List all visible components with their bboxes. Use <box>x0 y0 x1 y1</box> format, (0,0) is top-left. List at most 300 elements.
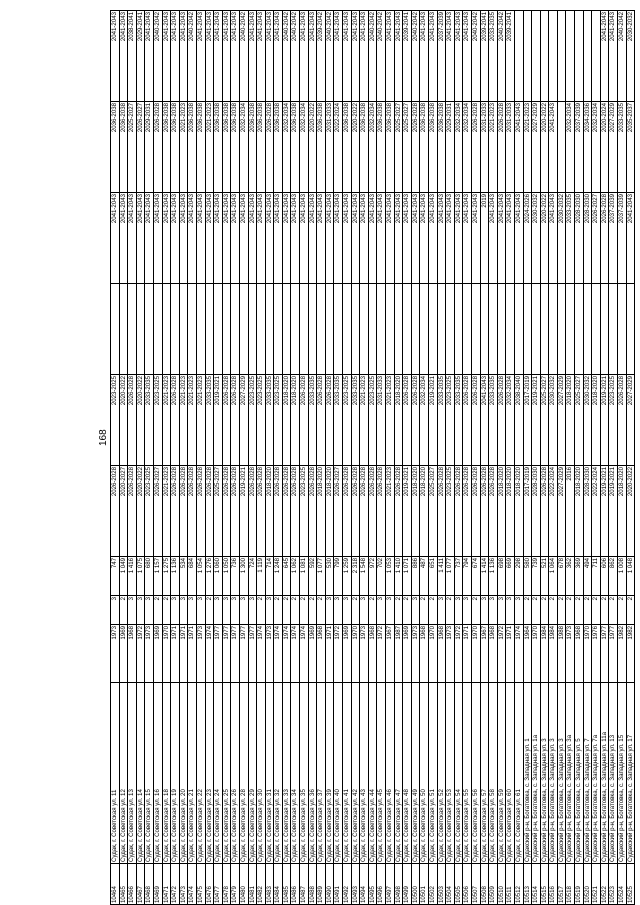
period-cell-1: 2026-2028 <box>489 466 498 557</box>
floors-cell: 2 <box>420 596 429 625</box>
period-cell-1: 2026-2028 <box>231 466 240 557</box>
address-cell: Судак, г. Советская ул. 25 <box>222 683 231 864</box>
row-id-cell: 10481 <box>248 864 257 905</box>
year-cell: 1974 <box>205 625 214 683</box>
row-id-cell: 10484 <box>274 864 283 905</box>
floors-cell: 2 <box>153 596 162 625</box>
period-cell-1: 2025-2027 <box>428 466 437 557</box>
period-cell-4: 2041-2043 <box>428 193 437 284</box>
address-cell: Судак, г. Советская ул. 56 <box>471 683 480 864</box>
area-cell: 1 077 <box>446 557 455 596</box>
period-cell-2: 2033-2035 <box>334 375 343 466</box>
period-cell-4: 2037-2039 <box>609 193 618 284</box>
period-cell-3 <box>300 284 309 375</box>
period-cell-2: 2023-2025 <box>248 375 257 466</box>
year-cell: 1977 <box>231 625 240 683</box>
area-cell: 698 <box>497 557 506 596</box>
period-cell-3 <box>583 284 592 375</box>
address-cell: Судак, г. Советская ул. 33 <box>282 683 291 864</box>
year-cell: 1982 <box>618 625 627 683</box>
row-id-cell: 10467 <box>136 864 145 905</box>
area-cell: 1 053 <box>386 557 395 596</box>
area-cell: 702 <box>377 557 386 596</box>
period-cell-5: 2036-2038 <box>343 102 352 193</box>
period-cell-3 <box>162 284 171 375</box>
address-cell: Судак, г. Советская ул. 15 <box>145 683 154 864</box>
address-cell: Судак, г. Советская ул. 45 <box>377 683 386 864</box>
address-cell: Судакский р-н, Богатовка, с. Западная ул. 11а <box>600 683 609 864</box>
period-cell-6: 2040-2042 <box>377 11 386 102</box>
row-id-cell: 10521 <box>592 864 601 905</box>
period-cell-4: 2030-2032 <box>532 193 541 284</box>
period-cell-5: 2041-2043 <box>549 102 558 193</box>
period-cell-1: 2018-2020 <box>497 466 506 557</box>
floors-cell: 2 <box>403 596 412 625</box>
period-cell-5: 2026-2028 <box>153 102 162 193</box>
table-row <box>523 11 532 905</box>
period-cell-1: 2019-2021 <box>403 466 412 557</box>
period-cell-2: 2023-2025 <box>111 375 120 466</box>
period-cell-1: 2017-2019 <box>523 466 532 557</box>
floors-cell: 3 <box>480 596 489 625</box>
table-row <box>532 11 541 905</box>
year-cell: 1973 <box>360 625 369 683</box>
area-cell: 530 <box>325 557 334 596</box>
period-cell-3 <box>368 284 377 375</box>
period-cell-5: 2021-2023 <box>489 102 498 193</box>
area-cell: 1 136 <box>489 557 498 596</box>
period-cell-6: 2040-2042 <box>282 11 291 102</box>
address-cell: Судак, г. Советская ул. 12 <box>119 683 128 864</box>
table-row <box>351 11 360 905</box>
area-cell: 1 416 <box>128 557 137 596</box>
page-number: 168 <box>98 429 109 446</box>
period-cell-2: 2026-2028 <box>463 375 472 466</box>
period-cell-2: 2021-2023 <box>188 375 197 466</box>
floors-cell: 3 <box>231 596 240 625</box>
row-id-cell: 10514 <box>532 864 541 905</box>
area-cell: 645 <box>282 557 291 596</box>
period-cell-4: 2041-2043 <box>334 193 343 284</box>
period-cell-4: 2041-2043 <box>153 193 162 284</box>
row-id-cell: 10505 <box>454 864 463 905</box>
period-cell-2: 2030-2032 <box>583 375 592 466</box>
floors-cell: 2 <box>257 596 266 625</box>
period-cell-4: 2041-2043 <box>145 193 154 284</box>
period-cell-6: 2041-2043 <box>394 11 403 102</box>
year-cell: 1974 <box>300 625 309 683</box>
period-cell-4: 2041-2043 <box>343 193 352 284</box>
area-cell: 1 259 <box>343 557 352 596</box>
period-cell-5: 2029-2031 <box>145 102 154 193</box>
period-cell-4: 2041-2043 <box>205 193 214 284</box>
table-row <box>403 11 412 905</box>
period-cell-1: 2026-2028 <box>205 466 214 557</box>
period-cell-4: 2041-2043 <box>497 193 506 284</box>
period-cell-3 <box>420 284 429 375</box>
year-cell: 1971 <box>325 625 334 683</box>
period-cell-6: 2041-2043 <box>600 11 609 102</box>
table-row <box>566 11 575 905</box>
period-cell-2: 2021-2023 <box>360 375 369 466</box>
address-cell: Судак, г. Советская ул. 61 <box>514 683 523 864</box>
area-cell: 1 119 <box>257 557 266 596</box>
period-cell-1: 2018-2020 <box>325 466 334 557</box>
area-cell: 711 <box>592 557 601 596</box>
period-cell-2: 2025-2027 <box>575 375 584 466</box>
year-cell: 1967 <box>386 625 395 683</box>
period-cell-3 <box>618 284 627 375</box>
address-cell: Судакский р-н, Богатовка, с. Западная ул. 15 <box>618 683 627 864</box>
period-cell-5: 2032-2034 <box>454 102 463 193</box>
address-cell: Судак, г. Советская ул. 49 <box>411 683 420 864</box>
address-cell: Судак, г. Советская ул. 29 <box>248 683 257 864</box>
period-cell-3 <box>463 284 472 375</box>
period-cell-1: 2028-2030 <box>532 466 541 557</box>
address-cell: Судак, г. Советская ул. 51 <box>428 683 437 864</box>
row-id-cell: 10465 <box>119 864 128 905</box>
period-cell-2: 2026-2028 <box>618 375 627 466</box>
floors-cell: 3 <box>506 596 515 625</box>
row-id-cell: 10482 <box>257 864 266 905</box>
period-cell-5: 2032-2034 <box>282 102 291 193</box>
period-cell-4: 2028-2030 <box>575 193 584 284</box>
period-cell-1: 2025-2027 <box>214 466 223 557</box>
period-cell-5: 2031-2033 <box>325 102 334 193</box>
period-cell-3 <box>549 284 558 375</box>
period-cell-1: 2028-2030 <box>583 466 592 557</box>
period-cell-4: 2041-2043 <box>506 193 515 284</box>
period-cell-5: 2020-2024 <box>600 102 609 193</box>
period-cell-6: 2041-2043 <box>343 11 352 102</box>
period-cell-2: 2023-2025 <box>446 375 455 466</box>
period-cell-2: 2027-2029 <box>239 375 248 466</box>
row-id-cell: 10480 <box>239 864 248 905</box>
area-cell: 1 300 <box>239 557 248 596</box>
period-cell-3 <box>428 284 437 375</box>
table-row <box>437 11 446 905</box>
year-cell: 1974 <box>282 625 291 683</box>
period-cell-1: 2026-2028 <box>282 466 291 557</box>
period-cell-6: 2039-2041 <box>403 11 412 102</box>
period-cell-3 <box>239 284 248 375</box>
period-cell-5: 2036-2038 <box>360 102 369 193</box>
year-cell: 1973 <box>145 625 154 683</box>
period-cell-4: 2041-2043 <box>403 193 412 284</box>
period-cell-2: 2019-2021 <box>532 375 541 466</box>
table-row <box>239 11 248 905</box>
area-cell: 534 <box>179 557 188 596</box>
area-cell: 680 <box>145 557 154 596</box>
period-cell-2: 2017-2019 <box>523 375 532 466</box>
period-cell-5: 2036-2038 <box>188 102 197 193</box>
year-cell: 1973 <box>265 625 274 683</box>
row-id-cell: 10472 <box>171 864 180 905</box>
period-cell-1: 2026-2028 <box>188 466 197 557</box>
address-cell: Судак, г. Советская ул. 24 <box>214 683 223 864</box>
period-cell-6: 2041-2043 <box>351 11 360 102</box>
floors-cell: 2 <box>394 596 403 625</box>
table-row <box>446 11 455 905</box>
period-cell-5: 2032-2034 <box>368 102 377 193</box>
period-cell-6 <box>514 11 523 102</box>
area-cell: 1 136 <box>171 557 180 596</box>
period-cell-2: 2019-2021 <box>600 375 609 466</box>
address-cell: Судак, г. Советская ул. 46 <box>386 683 395 864</box>
period-cell-3 <box>291 284 300 375</box>
period-cell-2: 2027-2029 <box>557 375 566 466</box>
period-cell-5: 2036-2038 <box>428 102 437 193</box>
period-cell-6: 2029-2041 <box>136 11 145 102</box>
period-cell-1: 2018-2020 <box>506 466 515 557</box>
address-cell: Судак, г. Советская ул. 20 <box>179 683 188 864</box>
period-cell-6: 2041-2043 <box>222 11 231 102</box>
period-cell-4: 2030-2032 <box>557 193 566 284</box>
area-cell: 794 <box>463 557 472 596</box>
floors-cell: 3 <box>248 596 257 625</box>
period-cell-5: 2036-2038 <box>111 102 120 193</box>
floors-cell: 3 <box>437 596 446 625</box>
period-cell-2: 2026-2028 <box>403 375 412 466</box>
period-cell-6 <box>557 11 566 102</box>
floors-cell: 2 <box>583 596 592 625</box>
period-cell-4: 2041-2043 <box>111 193 120 284</box>
period-cell-4: 2041-2043 <box>394 193 403 284</box>
period-cell-1: 2026-2028 <box>360 466 369 557</box>
period-cell-3 <box>334 284 343 375</box>
period-cell-6: 2041-2043 <box>274 11 283 102</box>
year-cell: 1968 <box>437 625 446 683</box>
row-id-cell: 10486 <box>291 864 300 905</box>
address-cell: Судак, г. Советская ул. 19 <box>171 683 180 864</box>
floors-cell: 2 <box>274 596 283 625</box>
table-row <box>583 11 592 905</box>
period-cell-6: 2041-2043 <box>119 11 128 102</box>
table-row <box>463 11 472 905</box>
floors-cell: 2 <box>446 596 455 625</box>
period-cell-1: 2026-2028 <box>394 466 403 557</box>
period-cell-4: 2041-2043 <box>291 193 300 284</box>
period-cell-5: 2032-2034 <box>300 102 309 193</box>
address-cell: Судак, г. Советская ул. 53 <box>446 683 455 864</box>
period-cell-4: 2041-2043 <box>274 193 283 284</box>
period-cell-3 <box>394 284 403 375</box>
period-cell-1: 2018-2020 <box>265 466 274 557</box>
period-cell-6: 2041-2043 <box>386 11 395 102</box>
year-cell: 1987 <box>394 625 403 683</box>
period-cell-3 <box>136 284 145 375</box>
floors-cell: 3 <box>360 596 369 625</box>
period-cell-4: 2041-2043 <box>489 193 498 284</box>
year-cell: 1970 <box>471 625 480 683</box>
year-cell: 1971 <box>506 625 515 683</box>
year-cell: 1971 <box>188 625 197 683</box>
floors-cell: 2 <box>351 596 360 625</box>
period-cell-5: 2032-2034 <box>239 102 248 193</box>
period-cell-5: 2036-2038 <box>222 102 231 193</box>
period-cell-6: 2041-2043 <box>360 11 369 102</box>
period-cell-6: 2041-2043 <box>179 11 188 102</box>
period-cell-2: 2033-2035 <box>454 375 463 466</box>
row-id-cell: 10479 <box>231 864 240 905</box>
year-cell: 1973 <box>411 625 420 683</box>
floors-cell: 2 <box>300 596 309 625</box>
address-cell: Судакский р-н, Богатовка, с. Западная ул. 5 <box>575 683 584 864</box>
area-cell: 674 <box>471 557 480 596</box>
period-cell-3 <box>231 284 240 375</box>
period-cell-4: 2041-2043 <box>136 193 145 284</box>
period-cell-6: 2041-2043 <box>300 11 309 102</box>
period-cell-1: 2019-2021 <box>609 466 618 557</box>
period-cell-6: 2038-2041 <box>128 11 137 102</box>
period-cell-4: 2041-2043 <box>549 193 558 284</box>
row-id-cell: 10464 <box>111 864 120 905</box>
period-cell-6: 2041-2043 <box>420 11 429 102</box>
period-cell-1: 2021-2023 <box>386 466 395 557</box>
period-cell-1: 2018-2020 <box>317 466 326 557</box>
year-cell: 1970 <box>583 625 592 683</box>
period-cell-6: 2041-2043 <box>248 11 257 102</box>
period-cell-2: 2020-2022 <box>136 375 145 466</box>
repair-schedule-table <box>110 10 635 905</box>
period-cell-1: 2018-2020 <box>420 466 429 557</box>
address-cell: Судакский р-н, Богатовка, с. Западная ул. 3а <box>566 683 575 864</box>
area-cell: 362 <box>566 557 575 596</box>
period-cell-4: 2026-2028 <box>600 193 609 284</box>
period-cell-1: 2019-2021 <box>600 466 609 557</box>
period-cell-3 <box>248 284 257 375</box>
address-cell: Судак, г. Советская ул. 11 <box>111 683 120 864</box>
year-cell: 1969 <box>403 625 412 683</box>
floors-cell: 3 <box>454 596 463 625</box>
area-cell: 972 <box>368 557 377 596</box>
period-cell-2: 2018-2020 <box>282 375 291 466</box>
table-row <box>454 11 463 905</box>
period-cell-2: 2032-2034 <box>506 375 515 466</box>
table-row <box>360 11 369 905</box>
address-cell: Судак, г. Советская ул. 54 <box>454 683 463 864</box>
period-cell-3 <box>308 284 317 375</box>
floors-cell: 2 <box>600 596 609 625</box>
period-cell-5: 2025-2027 <box>128 102 137 193</box>
period-cell-2: 2021-2023 <box>179 375 188 466</box>
period-cell-2: 2025-2027 <box>540 375 549 466</box>
period-cell-3 <box>566 284 575 375</box>
floors-cell: 3 <box>128 596 137 625</box>
year-cell: 1974 <box>291 625 300 683</box>
period-cell-1: 2026-2028 <box>463 466 472 557</box>
row-id-cell: 10502 <box>428 864 437 905</box>
period-cell-1: 2027-2029 <box>557 466 566 557</box>
period-cell-1: 2021-2023 <box>162 466 171 557</box>
year-cell: 1968 <box>575 625 584 683</box>
address-cell: Судак, г. Советская ул. 52 <box>437 683 446 864</box>
period-cell-5: 2036-2038 <box>196 102 205 193</box>
area-cell: 739 <box>532 557 541 596</box>
row-id-cell: 10471 <box>162 864 171 905</box>
year-cell: 1973 <box>566 625 575 683</box>
period-cell-3 <box>592 284 601 375</box>
year-cell: 1968 <box>317 625 326 683</box>
table-row <box>557 11 566 905</box>
address-cell: Судак, г. Советская ул. 28 <box>239 683 248 864</box>
address-cell: Судакский р-н, Богатовка, с. Западная ул. 13 <box>609 683 618 864</box>
period-cell-3 <box>222 284 231 375</box>
period-cell-5: 2020-2022 <box>540 102 549 193</box>
period-cell-3 <box>119 284 128 375</box>
floors-cell: 2 <box>592 596 601 625</box>
table-row <box>506 11 515 905</box>
address-cell: Судакский р-н, Богатовка, с. Западная ул. 3 <box>557 683 566 864</box>
floors-cell: 3 <box>514 596 523 625</box>
table-row <box>257 11 266 905</box>
period-cell-5: 2021-2023 <box>179 102 188 193</box>
table-row <box>334 11 343 905</box>
area-cell: 737 <box>454 557 463 596</box>
period-cell-2: 2023-2025 <box>257 375 266 466</box>
floors-cell: 2 <box>540 596 549 625</box>
address-cell: Судакский р-н, Богатовка, с. Западная ул. 1 <box>523 683 532 864</box>
row-id-cell: 10509 <box>489 864 498 905</box>
period-cell-1: 2022-2024 <box>549 466 558 557</box>
table-row <box>368 11 377 905</box>
period-cell-5: 2035-2037 <box>626 102 635 193</box>
address-cell: Судак, г. Советская ул. 13 <box>128 683 137 864</box>
period-cell-3 <box>557 284 566 375</box>
period-cell-5: 2036-2038 <box>162 102 171 193</box>
period-cell-3 <box>257 284 266 375</box>
table-row <box>119 11 128 905</box>
row-id-cell: 10466 <box>128 864 137 905</box>
period-cell-6: 2041-2043 <box>463 11 472 102</box>
period-cell-2: 2032-2034 <box>420 375 429 466</box>
period-cell-2: 2027-2029 <box>626 375 635 466</box>
floors-cell: 2 <box>609 596 618 625</box>
period-cell-5: 2027-2029 <box>609 102 618 193</box>
period-cell-4: 2026-2027 <box>592 193 601 284</box>
row-id-cell: 10488 <box>308 864 317 905</box>
floors-cell: 3 <box>497 596 506 625</box>
year-cell: 1970 <box>351 625 360 683</box>
period-cell-2: 2023-2025 <box>609 375 618 466</box>
period-cell-3 <box>411 284 420 375</box>
period-cell-2: 2033-2035 <box>308 375 317 466</box>
period-cell-1: 2026-2028 <box>343 466 352 557</box>
period-cell-6: 2039-2041 <box>506 11 515 102</box>
address-cell: Судак, г. Советская ул. 31 <box>265 683 274 864</box>
table-row <box>265 11 274 905</box>
period-cell-3 <box>128 284 137 375</box>
area-cell: 862 <box>609 557 618 596</box>
floors-cell: 3 <box>377 596 386 625</box>
period-cell-6 <box>575 11 584 102</box>
period-cell-3 <box>360 284 369 375</box>
period-cell-4: 2041-2043 <box>162 193 171 284</box>
period-cell-2: 2026-2028 <box>497 375 506 466</box>
year-cell: 1977 <box>222 625 231 683</box>
address-cell: Судак, г. Советская ул. 16 <box>153 683 162 864</box>
year-cell: 1972 <box>377 625 386 683</box>
area-cell: 651 <box>428 557 437 596</box>
address-cell: Судак, г. Советская ул. 41 <box>343 683 352 864</box>
area-cell: 521 <box>540 557 549 596</box>
address-cell: Судак, г. Советская ул. 55 <box>463 683 472 864</box>
address-cell: Судак, г. Советская ул. 34 <box>291 683 300 864</box>
period-cell-2: 2041-2043 <box>480 375 489 466</box>
area-cell: 1 548 <box>360 557 369 596</box>
period-cell-4: 2041-2043 <box>248 193 257 284</box>
period-cell-6 <box>532 11 541 102</box>
